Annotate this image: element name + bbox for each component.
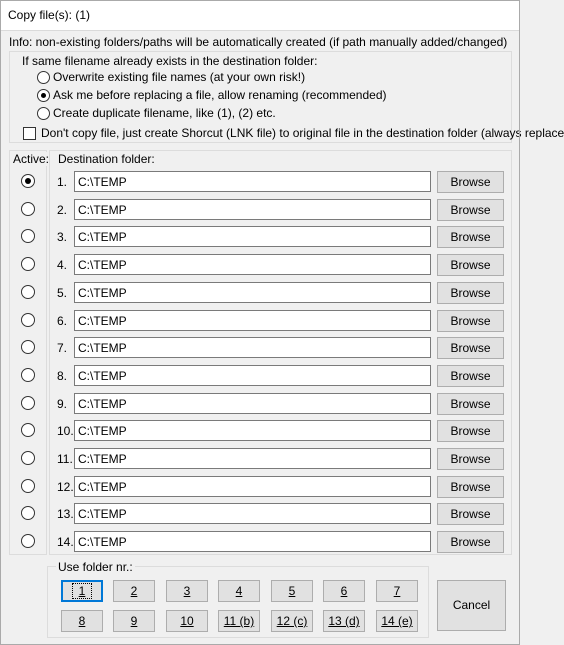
browse-button-1[interactable]: Browse (437, 171, 504, 193)
use-folder-button-10[interactable] (166, 610, 208, 632)
active-radio-4[interactable] (21, 257, 35, 271)
shortcut-checkbox[interactable] (23, 127, 36, 140)
ask-label: Ask me before replacing a file, allow renaming (recommended) (53, 88, 387, 102)
row-number-4: 4. (57, 258, 68, 272)
cancel-button[interactable]: Cancel (437, 580, 506, 631)
window-title: Copy file(s): (1) (8, 8, 91, 22)
destination-path-input-1[interactable]: C:\TEMP (74, 171, 431, 192)
row-number-11: 11. (57, 452, 73, 466)
browse-button-12[interactable]: Browse (437, 476, 504, 498)
active-radio-10[interactable] (21, 423, 35, 437)
row-number-3: 3. (57, 230, 68, 244)
overwrite-option[interactable] (37, 70, 305, 84)
ask-option[interactable] (37, 88, 387, 102)
destination-path-input-8[interactable]: C:\TEMP (74, 365, 431, 386)
browse-button-5[interactable]: Browse (437, 282, 504, 304)
use-folder-button-9[interactable] (113, 610, 155, 632)
use-folder-button-13[interactable] (323, 610, 365, 632)
use-folder-button-label: 3 (183, 584, 191, 598)
row-number-6: 6. (57, 314, 68, 328)
row-number-10: 10. (57, 424, 74, 438)
browse-button-8[interactable]: Browse (437, 365, 504, 387)
destination-path-input-13[interactable]: C:\TEMP (74, 503, 431, 524)
use-folder-button-label: 11 (b) (223, 614, 255, 628)
row-number-12: 12. (57, 480, 74, 494)
duplicate-option[interactable] (37, 106, 276, 120)
row-number-14: 14. (57, 535, 74, 549)
use-folder-button-label: 1 (73, 584, 92, 598)
browse-button-13[interactable]: Browse (437, 503, 504, 525)
destination-path-input-14[interactable]: C:\TEMP (74, 531, 431, 552)
duplicate-label: Create duplicate filename, like (1), (2) etc. (53, 106, 276, 120)
active-label: Active: (13, 152, 50, 166)
active-radio-9[interactable] (21, 396, 35, 410)
use-folder-button-7[interactable] (376, 580, 418, 602)
browse-button-3[interactable]: Browse (437, 226, 504, 248)
use-folder-button-6[interactable] (323, 580, 365, 602)
use-folder-button-label: 12 (c) (276, 614, 308, 628)
use-folder-button-5[interactable] (271, 580, 313, 602)
info-text: Info: non-existing folders/paths will be automatically created (if path manually added/changed) (9, 35, 508, 49)
row-number-7: 7. (57, 341, 68, 355)
use-folder-button-11[interactable] (218, 610, 260, 632)
active-radio-11[interactable] (21, 451, 35, 465)
use-folder-button-label: 7 (393, 584, 401, 598)
destination-path-input-5[interactable]: C:\TEMP (74, 282, 431, 303)
destination-path-input-4[interactable]: C:\TEMP (74, 254, 431, 275)
browse-button-9[interactable]: Browse (437, 393, 504, 415)
use-folder-button-label: 4 (235, 584, 243, 598)
use-folder-button-label: 8 (78, 614, 86, 628)
destination-path-input-7[interactable]: C:\TEMP (74, 337, 431, 358)
destination-path-input-9[interactable]: C:\TEMP (74, 393, 431, 414)
use-folder-button-1[interactable] (61, 580, 103, 602)
use-folder-legend: Use folder nr.: (58, 560, 133, 574)
use-folder-button-label: 6 (340, 584, 348, 598)
use-folder-button-14[interactable] (376, 610, 418, 632)
browse-button-4[interactable]: Browse (437, 254, 504, 276)
browse-button-2[interactable]: Browse (437, 199, 504, 221)
destination-path-input-11[interactable]: C:\TEMP (74, 448, 431, 469)
destination-path-input-2[interactable]: C:\TEMP (74, 199, 431, 220)
ask-radio[interactable] (37, 89, 50, 102)
use-folder-button-label: 13 (d) (328, 614, 360, 628)
same-filename-legend: If same filename already exists in the destination folder: (22, 54, 318, 68)
browse-button-10[interactable]: Browse (437, 420, 504, 442)
browse-button-6[interactable]: Browse (437, 310, 504, 332)
active-radio-5[interactable] (21, 285, 35, 299)
active-radio-13[interactable] (21, 506, 35, 520)
row-number-2: 2. (57, 203, 68, 217)
use-folder-button-2[interactable] (113, 580, 155, 602)
row-number-1: 1. (57, 175, 68, 189)
shortcut-option[interactable] (23, 125, 564, 141)
use-folder-button-label: 2 (130, 584, 138, 598)
active-radio-14[interactable] (21, 534, 35, 548)
row-number-8: 8. (57, 369, 68, 383)
browse-button-7[interactable]: Browse (437, 337, 504, 359)
destination-path-input-10[interactable]: C:\TEMP (74, 420, 431, 441)
active-radio-12[interactable] (21, 479, 35, 493)
use-folder-button-4[interactable] (218, 580, 260, 602)
destination-path-input-3[interactable]: C:\TEMP (74, 226, 431, 247)
use-folder-button-3[interactable] (166, 580, 208, 602)
row-number-13: 13. (57, 507, 74, 521)
overwrite-label: Overwrite existing file names (at your own risk!) (53, 70, 306, 84)
row-number-5: 5. (57, 286, 68, 300)
destination-path-input-6[interactable]: C:\TEMP (74, 310, 431, 331)
duplicate-radio[interactable] (37, 107, 50, 120)
active-radio-1[interactable] (21, 174, 35, 188)
use-folder-button-label: 14 (e) (381, 614, 413, 628)
active-radio-2[interactable] (21, 202, 35, 216)
use-folder-button-label: 9 (130, 614, 138, 628)
use-folder-button-8[interactable] (61, 610, 103, 632)
title-bar (0, 0, 520, 31)
use-folder-button-label: 10 (180, 614, 194, 628)
overwrite-radio[interactable] (37, 71, 50, 84)
destination-path-input-12[interactable]: C:\TEMP (74, 476, 431, 497)
active-radio-8[interactable] (21, 368, 35, 382)
destination-label: Destination folder: (58, 152, 155, 166)
active-radio-7[interactable] (21, 340, 35, 354)
active-radio-3[interactable] (21, 229, 35, 243)
same-filename-group (9, 51, 564, 143)
browse-button-11[interactable]: Browse (437, 448, 504, 470)
browse-button-14[interactable]: Browse (437, 531, 504, 553)
shortcut-label: Don't copy file, just create Shorcut (LNK file) to original file in the destination folder (always replace (41, 126, 564, 140)
use-folder-button-12[interactable] (271, 610, 313, 632)
row-number-9: 9. (57, 397, 68, 411)
use-folder-button-label: 5 (288, 584, 296, 598)
active-radio-6[interactable] (21, 313, 35, 327)
